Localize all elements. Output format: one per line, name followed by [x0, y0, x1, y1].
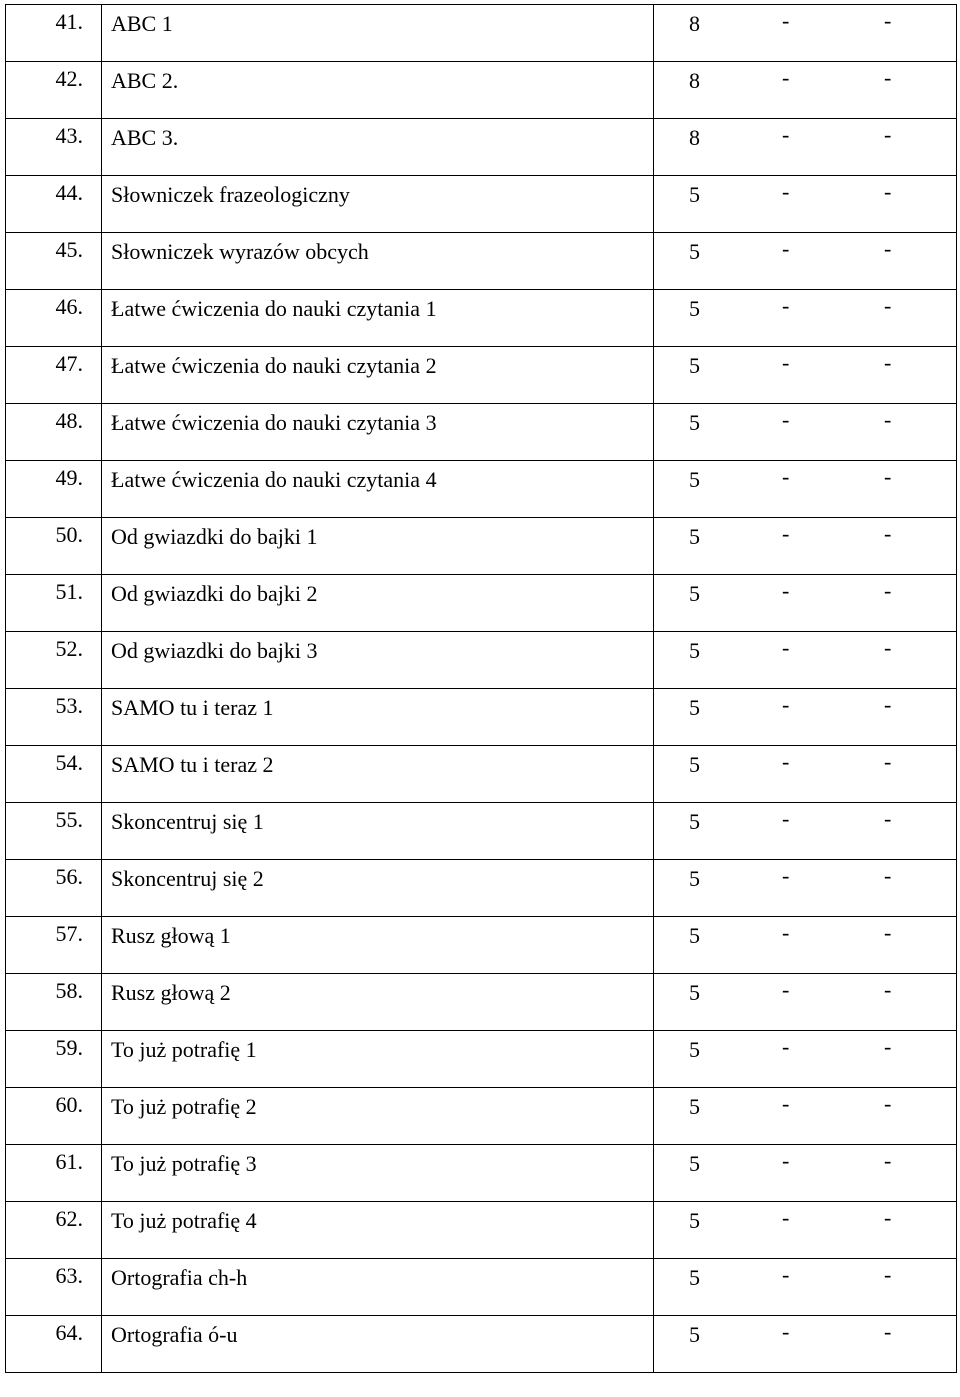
- table-row: [6, 860, 957, 917]
- values-group: [654, 1031, 956, 1087]
- row-number: 48.: [55, 408, 83, 433]
- values-cell: [654, 347, 957, 404]
- values-group: [654, 803, 956, 859]
- quantity-value: 5: [689, 182, 700, 207]
- row-number-cell: [6, 461, 102, 518]
- title-cell: [102, 1088, 654, 1145]
- column-3-value: -: [884, 806, 892, 831]
- values-group: [654, 518, 956, 574]
- column-2-value: -: [782, 920, 790, 945]
- values-cell: [654, 5, 957, 62]
- book-title: To już potrafię 3: [111, 1151, 257, 1176]
- values-cell: [654, 1088, 957, 1145]
- title-cell: [102, 518, 654, 575]
- quantity-value: 5: [689, 809, 700, 834]
- title-cell: [102, 62, 654, 119]
- title-cell: [102, 974, 654, 1031]
- table-row: [6, 575, 957, 632]
- table-row: [6, 461, 957, 518]
- column-3-value: -: [884, 920, 892, 945]
- values-group: [654, 1316, 956, 1372]
- values-cell: [654, 746, 957, 803]
- book-title: Łatwe ćwiczenia do nauki czytania 1: [111, 296, 437, 321]
- values-cell: [654, 1202, 957, 1259]
- book-title: Słowniczek wyrazów obcych: [111, 239, 369, 264]
- values-group: [654, 1145, 956, 1201]
- book-title: ABC 3.: [111, 125, 179, 150]
- column-3-value: -: [884, 749, 892, 774]
- quantity-value: 5: [689, 752, 700, 777]
- column-3-value: -: [884, 1148, 892, 1173]
- table-row: [6, 404, 957, 461]
- row-number-cell: [6, 917, 102, 974]
- column-2-value: -: [782, 464, 790, 489]
- row-number-cell: [6, 1316, 102, 1373]
- table-row: [6, 1031, 957, 1088]
- values-group: [654, 290, 956, 346]
- book-title: Skoncentruj się 2: [111, 866, 264, 891]
- column-3-value: -: [884, 350, 892, 375]
- values-group: [654, 917, 956, 973]
- table-row: [6, 62, 957, 119]
- table-body: [6, 5, 957, 1373]
- quantity-value: 5: [689, 980, 700, 1005]
- values-cell: [654, 233, 957, 290]
- column-3-value: -: [884, 293, 892, 318]
- table-row: [6, 917, 957, 974]
- title-cell: [102, 1031, 654, 1088]
- row-number: 44.: [55, 180, 83, 205]
- book-title: Łatwe ćwiczenia do nauki czytania 3: [111, 410, 437, 435]
- values-group: [654, 632, 956, 688]
- row-number: 55.: [55, 807, 83, 832]
- book-title: Od gwiazdki do bajki 1: [111, 524, 318, 549]
- values-cell: [654, 290, 957, 347]
- row-number-cell: [6, 632, 102, 689]
- row-number-cell: [6, 62, 102, 119]
- table-row: [6, 632, 957, 689]
- values-group: [654, 5, 956, 61]
- title-cell: [102, 746, 654, 803]
- book-title: To już potrafię 1: [111, 1037, 257, 1062]
- row-number: 52.: [55, 636, 83, 661]
- values-group: [654, 1088, 956, 1144]
- column-2-value: -: [782, 977, 790, 1002]
- quantity-value: 5: [689, 353, 700, 378]
- values-cell: [654, 632, 957, 689]
- column-3-value: -: [884, 1034, 892, 1059]
- column-2-value: -: [782, 635, 790, 660]
- values-group: [654, 575, 956, 631]
- quantity-value: 5: [689, 1265, 700, 1290]
- column-3-value: -: [884, 179, 892, 204]
- title-cell: [102, 575, 654, 632]
- title-cell: [102, 860, 654, 917]
- row-number: 59.: [55, 1035, 83, 1060]
- quantity-value: 5: [689, 239, 700, 264]
- column-3-value: -: [884, 521, 892, 546]
- quantity-value: 5: [689, 638, 700, 663]
- row-number: 45.: [55, 237, 83, 262]
- values-cell: [654, 803, 957, 860]
- column-2-value: -: [782, 179, 790, 204]
- row-number: 46.: [55, 294, 83, 319]
- column-2-value: -: [782, 863, 790, 888]
- row-number-cell: [6, 233, 102, 290]
- table-row: [6, 233, 957, 290]
- row-number: 43.: [55, 123, 83, 148]
- quantity-value: 5: [689, 1151, 700, 1176]
- quantity-value: 8: [689, 11, 700, 36]
- title-cell: [102, 803, 654, 860]
- column-3-value: -: [884, 977, 892, 1002]
- row-number: 61.: [55, 1149, 83, 1174]
- values-cell: [654, 62, 957, 119]
- values-group: [654, 461, 956, 517]
- row-number-cell: [6, 1031, 102, 1088]
- column-2-value: -: [782, 293, 790, 318]
- column-3-value: -: [884, 1319, 892, 1344]
- column-2-value: -: [782, 236, 790, 261]
- values-group: [654, 119, 956, 175]
- title-cell: [102, 290, 654, 347]
- quantity-value: 5: [689, 695, 700, 720]
- values-group: [654, 1202, 956, 1258]
- row-number: 64.: [55, 1320, 83, 1345]
- title-cell: [102, 917, 654, 974]
- book-title: To już potrafię 4: [111, 1208, 257, 1233]
- row-number-cell: [6, 119, 102, 176]
- quantity-value: 5: [689, 581, 700, 606]
- row-number: 41.: [55, 9, 83, 34]
- table-row: [6, 803, 957, 860]
- row-number: 62.: [55, 1206, 83, 1231]
- values-cell: [654, 860, 957, 917]
- values-group: [654, 974, 956, 1030]
- values-cell: [654, 1031, 957, 1088]
- book-title: Rusz głową 1: [111, 923, 231, 948]
- title-cell: [102, 404, 654, 461]
- column-3-value: -: [884, 464, 892, 489]
- values-group: [654, 347, 956, 403]
- table-row: [6, 689, 957, 746]
- title-cell: [102, 347, 654, 404]
- column-2-value: -: [782, 122, 790, 147]
- row-number-cell: [6, 974, 102, 1031]
- quantity-value: 5: [689, 467, 700, 492]
- table-row: [6, 347, 957, 404]
- quantity-value: 8: [689, 68, 700, 93]
- book-title: Ortografia ó-u: [111, 1322, 238, 1347]
- row-number: 58.: [55, 978, 83, 1003]
- book-title: SAMO tu i teraz 2: [111, 752, 274, 777]
- book-title: Od gwiazdki do bajki 2: [111, 581, 318, 606]
- quantity-value: 5: [689, 1322, 700, 1347]
- values-cell: [654, 461, 957, 518]
- row-number-cell: [6, 1088, 102, 1145]
- quantity-value: 5: [689, 524, 700, 549]
- column-3-value: -: [884, 236, 892, 261]
- table-row: [6, 119, 957, 176]
- column-2-value: -: [782, 578, 790, 603]
- values-cell: [654, 575, 957, 632]
- column-2-value: -: [782, 350, 790, 375]
- title-cell: [102, 119, 654, 176]
- row-number-cell: [6, 518, 102, 575]
- table-row: [6, 290, 957, 347]
- column-2-value: -: [782, 692, 790, 717]
- values-cell: [654, 1316, 957, 1373]
- row-number-cell: [6, 1202, 102, 1259]
- values-cell: [654, 1145, 957, 1202]
- book-title: Łatwe ćwiczenia do nauki czytania 4: [111, 467, 437, 492]
- column-2-value: -: [782, 1034, 790, 1059]
- row-number: 60.: [55, 1092, 83, 1117]
- title-cell: [102, 1316, 654, 1373]
- row-number-cell: [6, 404, 102, 461]
- table-row: [6, 1316, 957, 1373]
- row-number-cell: [6, 803, 102, 860]
- row-number-cell: [6, 176, 102, 233]
- values-group: [654, 746, 956, 802]
- title-cell: [102, 461, 654, 518]
- values-cell: [654, 974, 957, 1031]
- column-2-value: -: [782, 1091, 790, 1116]
- title-cell: [102, 5, 654, 62]
- column-2-value: -: [782, 749, 790, 774]
- column-3-value: -: [884, 863, 892, 888]
- book-title: Skoncentruj się 1: [111, 809, 264, 834]
- column-2-value: -: [782, 407, 790, 432]
- values-group: [654, 689, 956, 745]
- values-group: [654, 404, 956, 460]
- column-2-value: -: [782, 8, 790, 33]
- quantity-value: 5: [689, 296, 700, 321]
- row-number-cell: [6, 746, 102, 803]
- row-number: 50.: [55, 522, 83, 547]
- book-title: Ortografia ch-h: [111, 1265, 248, 1290]
- document-table: [5, 4, 957, 1373]
- row-number-cell: [6, 347, 102, 404]
- quantity-value: 5: [689, 923, 700, 948]
- values-cell: [654, 404, 957, 461]
- column-2-value: -: [782, 1205, 790, 1230]
- values-group: [654, 233, 956, 289]
- quantity-value: 5: [689, 866, 700, 891]
- row-number: 51.: [55, 579, 83, 604]
- quantity-value: 5: [689, 1208, 700, 1233]
- row-number-cell: [6, 689, 102, 746]
- column-2-value: -: [782, 1148, 790, 1173]
- title-cell: [102, 176, 654, 233]
- values-cell: [654, 689, 957, 746]
- title-cell: [102, 689, 654, 746]
- title-cell: [102, 1202, 654, 1259]
- book-title: ABC 2.: [111, 68, 179, 93]
- values-cell: [654, 917, 957, 974]
- values-cell: [654, 1259, 957, 1316]
- column-3-value: -: [884, 407, 892, 432]
- title-cell: [102, 632, 654, 689]
- row-number: 47.: [55, 351, 83, 376]
- book-title: Słowniczek frazeologiczny: [111, 182, 350, 207]
- column-3-value: -: [884, 1091, 892, 1116]
- values-cell: [654, 518, 957, 575]
- values-group: [654, 860, 956, 916]
- row-number-cell: [6, 1145, 102, 1202]
- column-3-value: -: [884, 578, 892, 603]
- values-cell: [654, 119, 957, 176]
- row-number: 56.: [55, 864, 83, 889]
- table-row: [6, 176, 957, 233]
- table-row: [6, 5, 957, 62]
- title-cell: [102, 1259, 654, 1316]
- row-number-cell: [6, 290, 102, 347]
- table-row: [6, 1202, 957, 1259]
- column-3-value: -: [884, 1262, 892, 1287]
- row-number: 54.: [55, 750, 83, 775]
- quantity-value: 8: [689, 125, 700, 150]
- table-row: [6, 1145, 957, 1202]
- row-number: 57.: [55, 921, 83, 946]
- column-2-value: -: [782, 1262, 790, 1287]
- row-number: 53.: [55, 693, 83, 718]
- title-cell: [102, 233, 654, 290]
- row-number: 63.: [55, 1263, 83, 1288]
- column-2-value: -: [782, 806, 790, 831]
- table-row: [6, 1259, 957, 1316]
- column-3-value: -: [884, 8, 892, 33]
- column-2-value: -: [782, 1319, 790, 1344]
- table-row: [6, 974, 957, 1031]
- table-row: [6, 518, 957, 575]
- column-2-value: -: [782, 521, 790, 546]
- column-2-value: -: [782, 65, 790, 90]
- values-group: [654, 176, 956, 232]
- column-3-value: -: [884, 122, 892, 147]
- book-title: SAMO tu i teraz 1: [111, 695, 274, 720]
- book-title: Łatwe ćwiczenia do nauki czytania 2: [111, 353, 437, 378]
- book-title: Od gwiazdki do bajki 3: [111, 638, 318, 663]
- values-cell: [654, 176, 957, 233]
- row-number-cell: [6, 1259, 102, 1316]
- quantity-value: 5: [689, 410, 700, 435]
- table-row: [6, 746, 957, 803]
- values-group: [654, 1259, 956, 1315]
- table-row: [6, 1088, 957, 1145]
- book-title: To już potrafię 2: [111, 1094, 257, 1119]
- values-group: [654, 62, 956, 118]
- row-number-cell: [6, 5, 102, 62]
- column-3-value: -: [884, 692, 892, 717]
- row-number-cell: [6, 575, 102, 632]
- column-3-value: -: [884, 1205, 892, 1230]
- quantity-value: 5: [689, 1094, 700, 1119]
- title-cell: [102, 1145, 654, 1202]
- book-title: ABC 1: [111, 11, 173, 36]
- row-number: 49.: [55, 465, 83, 490]
- quantity-value: 5: [689, 1037, 700, 1062]
- book-title: Rusz głową 2: [111, 980, 231, 1005]
- row-number-cell: [6, 860, 102, 917]
- row-number: 42.: [55, 66, 83, 91]
- column-3-value: -: [884, 65, 892, 90]
- column-3-value: -: [884, 635, 892, 660]
